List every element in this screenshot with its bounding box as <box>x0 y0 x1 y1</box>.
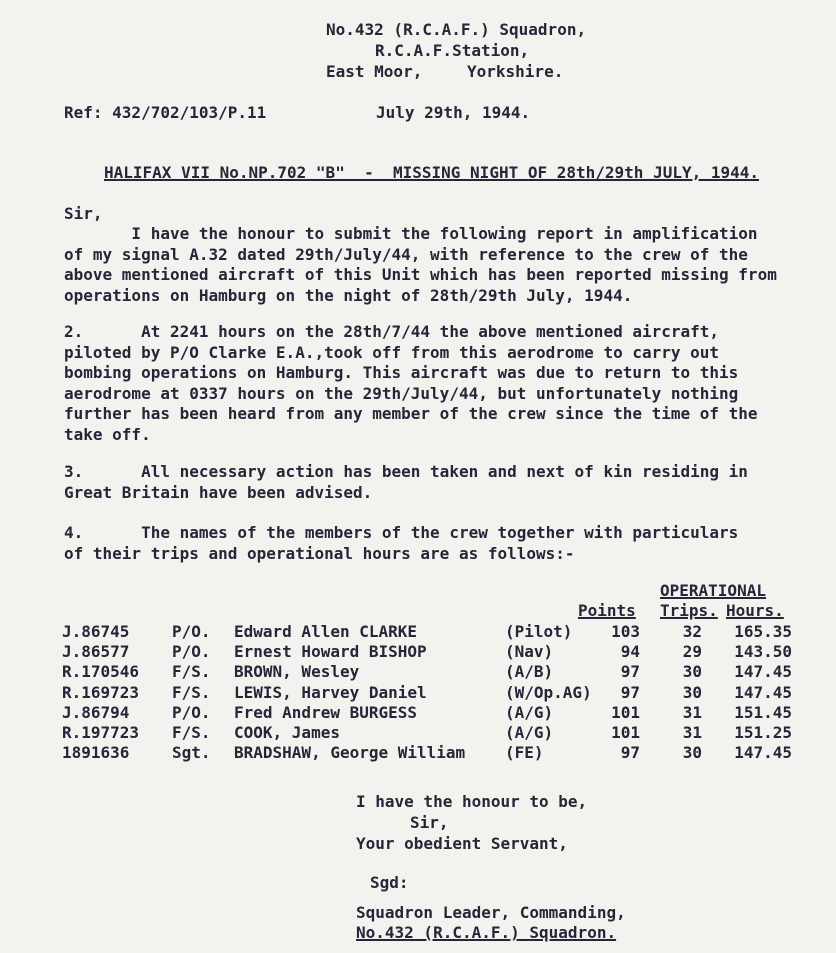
letterhead-squadron: No.432 (R.C.A.F.) Squadron, <box>326 20 587 39</box>
rank: P/O. <box>172 702 211 722</box>
paragraph-2-line: take off. <box>64 424 151 444</box>
hours-value: 143.50 <box>734 642 792 662</box>
letterhead-station: R.C.A.F.Station, <box>375 41 530 60</box>
crew-role: (A/G) <box>505 702 554 722</box>
crew-name: LEWIS, Harvey Daniel <box>234 682 427 702</box>
hours-value: 151.25 <box>734 723 792 742</box>
reference-number: Ref: 432/702/103/P.11 <box>64 103 267 122</box>
crew-role: (Nav) <box>505 642 554 662</box>
trips-value: 30 <box>682 743 702 763</box>
rank: F/S. <box>172 723 211 742</box>
points-value: 101 <box>611 702 640 722</box>
points-value: 103 <box>611 622 640 641</box>
hours-value: 147.45 <box>734 662 792 682</box>
crew-name: BROWN, Wesley <box>234 662 360 682</box>
points-value: 94 <box>620 642 640 662</box>
crew-role: (A/G) <box>505 723 554 742</box>
paragraph-4-line: 4. The names of the members of the crew together with particulars <box>64 523 739 542</box>
paragraph-1-line: above mentioned aircraft of this Unit which has been reported missing from <box>64 265 777 285</box>
rank: F/S. <box>172 682 211 702</box>
signatory-title: Squadron Leader, Commanding, <box>356 903 626 922</box>
trips-value: 29 <box>682 642 702 662</box>
trips-column-header: Trips. <box>660 601 718 620</box>
service-number: J.86794 <box>62 702 130 722</box>
closing-honour: I have the honour to be, <box>356 792 588 811</box>
service-number: J.86745 <box>62 622 130 641</box>
rank: F/S. <box>172 662 211 682</box>
service-number: R.197723 <box>62 723 140 742</box>
service-number: R.169723 <box>62 682 140 702</box>
closing-sir: Sir, <box>410 813 449 832</box>
letterhead-county: Yorkshire. <box>467 62 564 81</box>
trips-value: 31 <box>682 723 702 742</box>
hours-column-header: Hours. <box>726 601 784 620</box>
subject-line: HALIFAX VII No.NP.702 "B" - MISSING NIGHT OF 28th/29th JULY, 1944. <box>104 163 760 182</box>
hours-value: 147.45 <box>734 743 792 763</box>
paragraph-3-line: 3. All necessary action has been taken and next of kin residing in <box>64 462 748 481</box>
service-number: 1891636 <box>62 743 130 763</box>
closing-servant: Your obedient Servant, <box>356 834 568 853</box>
paragraph-1-line: of my signal A.32 dated 29th/July/44, with reference to the crew of the <box>64 244 748 264</box>
points-value: 97 <box>620 662 640 682</box>
paragraph-4 <box>64 523 794 564</box>
points-value: 97 <box>620 743 640 763</box>
paragraph-2-line: 2. At 2241 hours on the 28th/7/44 the above mentioned aircraft, <box>64 322 720 341</box>
paragraph-3 <box>64 462 794 503</box>
paragraph-1-line: operations on Hamburg on the night of 28th/29th July, 1944. <box>64 285 633 305</box>
paragraph-2-line: piloted by P/O Clarke E.A.,took off from this aerodrome to carry out <box>64 342 720 362</box>
trips-value: 32 <box>682 622 702 641</box>
points-value: 101 <box>611 723 640 742</box>
salutation: Sir, <box>64 204 103 223</box>
hours-value: 165.35 <box>734 622 792 641</box>
paragraph-3-line: Great Britain have been advised. <box>64 482 373 502</box>
letter-date: July 29th, 1944. <box>376 103 531 122</box>
paragraph-4-line: of their trips and operational hours are as follows:- <box>64 543 575 563</box>
paragraph-2-line: aerodrome at 0337 hours on the 29th/July/44, but unfortunately nothing <box>64 383 739 403</box>
crew-name: Ernest Howard BISHOP <box>234 642 427 662</box>
service-number: J.86577 <box>62 642 130 662</box>
paragraph-1-line: I have the honour to submit the following report in amplification <box>64 224 758 243</box>
trips-value: 30 <box>682 662 702 682</box>
crew-name: Edward Allen CLARKE <box>234 622 418 641</box>
points-column-header: Points <box>578 601 636 620</box>
crew-name: COOK, James <box>234 723 340 742</box>
letterhead-place: East Moor, <box>326 62 423 81</box>
trips-value: 31 <box>682 702 702 722</box>
crew-name: Fred Andrew BURGESS <box>234 702 418 722</box>
hours-value: 151.45 <box>734 702 792 722</box>
signed-marker: Sgd: <box>370 873 409 892</box>
signatory-squadron: No.432 (R.C.A.F.) Squadron. <box>356 923 617 942</box>
crew-role: (A/B) <box>505 662 554 682</box>
points-value: 97 <box>620 682 640 702</box>
crew-role: (W/Op.AG) <box>505 682 592 702</box>
service-number: R.170546 <box>62 662 140 682</box>
crew-role: (FE) <box>505 743 544 763</box>
rank: Sgt. <box>172 743 211 763</box>
rank: P/O. <box>172 642 211 662</box>
crew-role: (Pilot) <box>505 622 573 641</box>
paragraph-1 <box>64 224 794 306</box>
crew-name: BRADSHAW, George William <box>234 743 466 763</box>
paragraph-2-line: bombing operations on Hamburg. This aircraft was due to return to this <box>64 363 739 383</box>
paragraph-2 <box>64 322 794 446</box>
rank: P/O. <box>172 622 211 641</box>
trips-value: 30 <box>682 682 702 702</box>
operational-group-header: OPERATIONAL <box>660 581 766 600</box>
paragraph-2-line: further has been heard from any member of the crew since the time of the <box>64 404 758 424</box>
hours-value: 147.45 <box>734 682 792 702</box>
